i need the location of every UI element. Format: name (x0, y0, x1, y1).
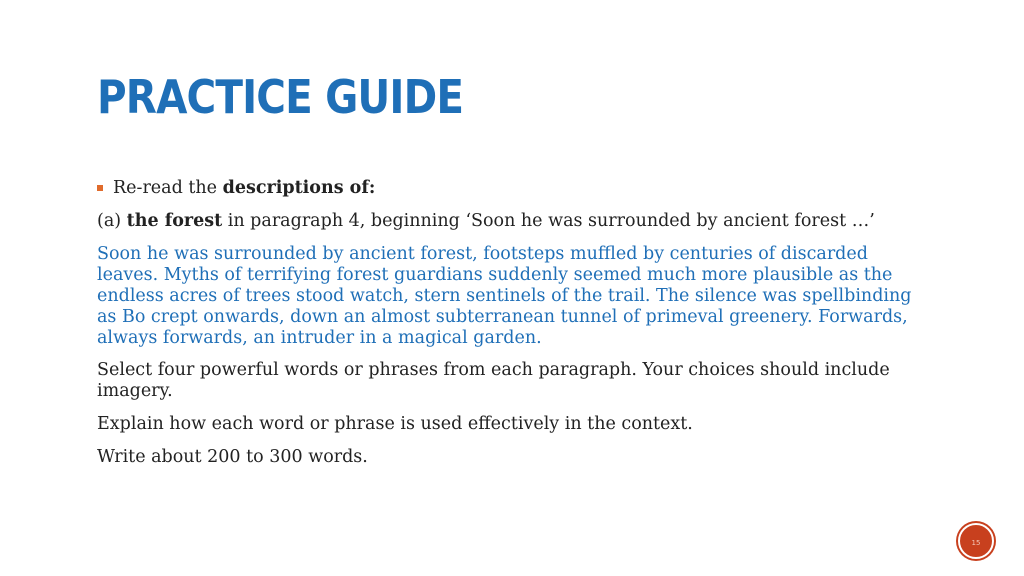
item-a-label: (a) (97, 211, 127, 231)
item-a (97, 211, 927, 232)
forest-quote: Soon he was surrounded by ancient forest, footsteps muffled by centuries of discarded leaves. Myths of terrifying forest guardians suddenly seemed much more plausible as the endless acres of trees stood watch, stern sentinels of the trail. The silence was spellbinding as Bo crept onwards, down an almost subterranean tunnel of primeval greenery. Forwards, always forwards, an intruder in a magical garden. (97, 244, 912, 348)
bullet-bold-text: descriptions of: (222, 178, 376, 198)
slide-body (97, 178, 927, 480)
bullet-item (97, 178, 927, 199)
item-a-text: in paragraph 4, beginning ‘Soon he was surrounded by ancient forest …’ (222, 211, 875, 231)
instruction-select: Select four powerful words or phrases from each paragraph. Your choices should include imagery. (97, 360, 890, 401)
slide-title: PRACTICE GUIDE (97, 70, 464, 124)
instruction-explain: Explain how each word or phrase is used effectively in the context. (97, 414, 693, 434)
page-number-badge: 15 (958, 523, 994, 559)
instruction-word-count: Write about 200 to 300 words. (97, 447, 368, 467)
bullet-text: Re-read the (113, 178, 223, 198)
item-a-bold: the forest (126, 211, 223, 231)
square-bullet-icon (97, 185, 103, 191)
